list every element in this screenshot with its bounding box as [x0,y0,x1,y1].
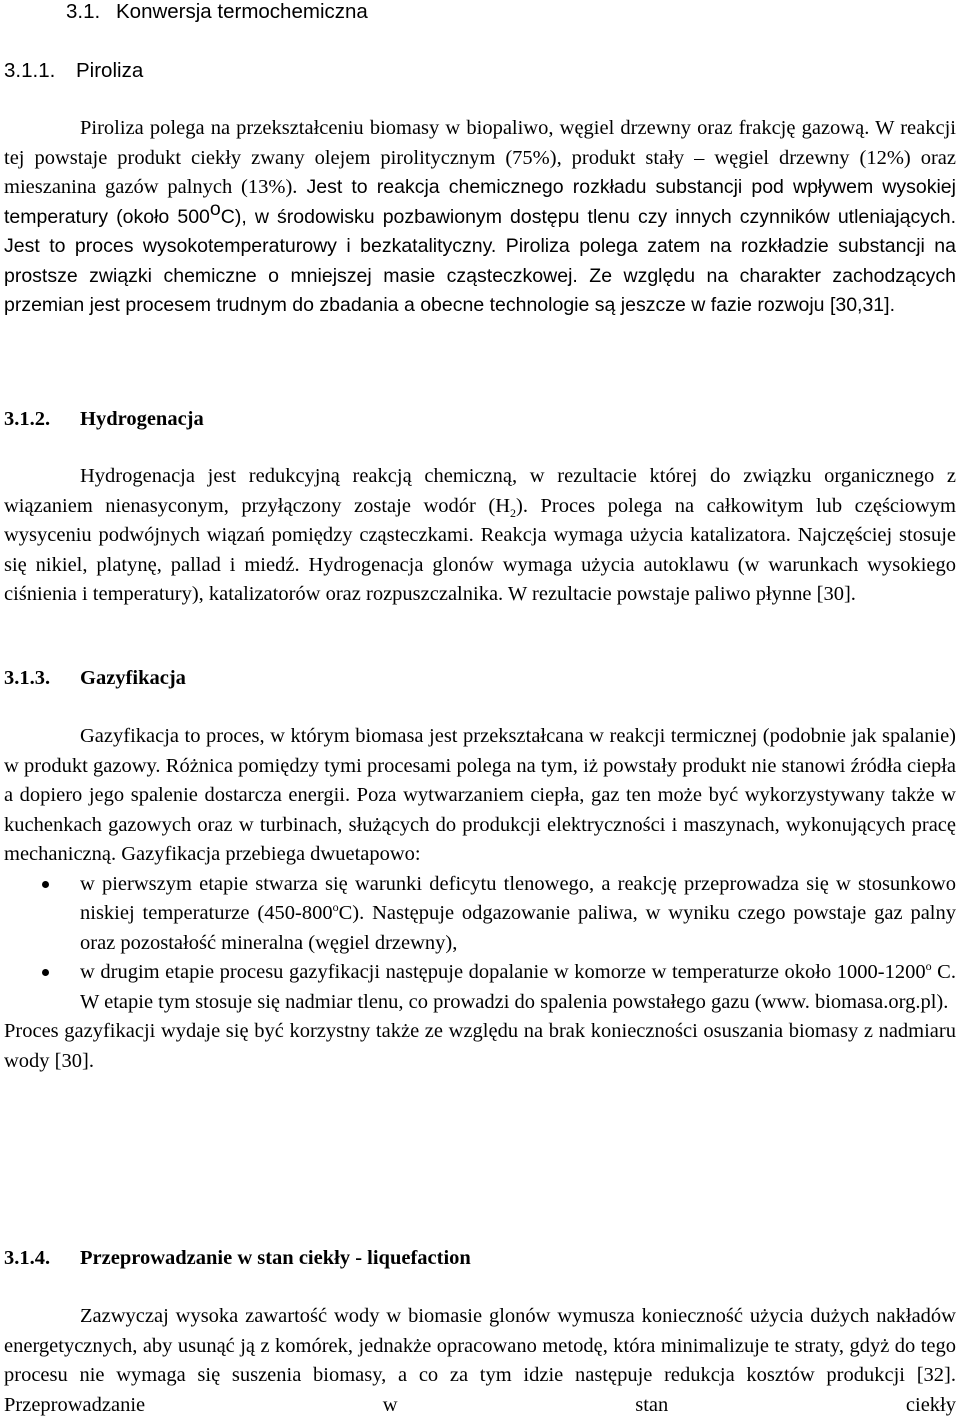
paragraph-text: Gazyfikacja to proces, w którym biomasa jest przekształcana w reakcji termicznej (podobnie jak spalanie) w produkt gazowy. Różnica pomiędzy tymi procesami polega na tym, iż powstały produkt nie stanowi źródła ciepła a dopiero jego spalenie dostarcza energii. Poza wytwarzaniem ciepła, gaz ten może być wykorzystywany także w kuchenkach gazowych oraz w turbinach, służących do produkcji elektryczności i maszynach, wykonujących pracę mechaniczną. Gazyfikacja przebiega dwuetapowo: [4,725,956,865]
paragraph-liquefaction [4,1302,956,1420]
subscript: 2 [510,505,516,520]
list-item-text: C). Następuje odgazowanie paliwa, w wyniku czego powstaje gaz palny oraz pozostałość mineralna (węgiel drzewny), [80,902,956,954]
section-number: 3.1.2. [4,408,51,430]
paragraph-gazyfikacja [4,722,956,1076]
paragraph-piroliza [4,114,956,321]
section-heading-3-1-4 [4,1244,471,1274]
paragraph-text-sans: Jest to reakcja chemicznego rozkładu substancji pod wpływem wysokiej temperatury (około 500 [4,176,956,228]
list-item [4,870,956,959]
section-number: 3.1.3. [4,667,51,689]
paragraph-text-sans: C), w środowisku pozbawionym dostępu tlenu czy innych czynników utleniających. Jest to proces wysokotemperaturowy i bezkatalityczny. Piroliza polega zatem na rozkładzie substancji na prostsze związki chemiczne o mniejszej masie cząsteczkowej. Ze względu na charakter zachodzących przemian jest procesem trudnym do zbadania a obecne technologie są jeszcze w fazie rozwoju [30,31]. [4,205,956,316]
paragraph-text: ). Proces polega na całkowitym lub częściowym wysyceniu podwójnych wiązań pomiędzy cząsteczkami. Reakcja wymaga użycia katalizatora. Najczęściej stosuje się nikiel, platynę, pallad i miedź. Hydrogenacja glonów wymaga użycia autoklawu (w warunkach wysokiego ciśnienia i temperatury), katalizatorów oraz rozpuszczalnika. W rezultacie powstaje paliwo płynne [30]. [4,494,956,605]
section-number: 3.1.4. [4,1247,51,1269]
list-item [4,958,956,1017]
superscript: o [209,197,221,220]
list-item-text: w pierwszym etapie stwarza się warunki deficytu tlenowego, a reakcję przeprowadza się w stosunkowo niskiej temperaturze (450-800 [80,872,956,924]
bullet-list [4,870,956,1018]
section-heading-3-1 [66,0,368,27]
paragraph-text: Hydrogenacja jest redukcyjną reakcją chemiczną, w rezultacie której do związku organicznego z wiązaniem nienasyconym, przyłączony zostaje wodór (H [4,465,956,517]
bullet-icon [42,969,49,976]
section-title: Hydrogenacja [80,408,204,430]
superscript: o [925,959,932,974]
section-heading-3-1-3 [4,664,186,694]
paragraph-text: Piroliza polega na przekształceniu biomasy w biopaliwo, węgiel drzewny oraz frakcję gazową. W reakcji tej powstaje produkt ciekły zwany olejem pirolitycznym (75%), produkt stały – węgiel drzewny (12%) oraz mieszanina gazów palnych (13%). [4,117,956,198]
list-item-text: C. W etapie tym stosuje się nadmiar tlenu, co prowadzi do spalenia powstałego gazu (www. biomasa.org.pl). [80,961,956,1013]
section-number: 3.1. [66,0,101,23]
section-title: Gazyfikacja [80,667,186,689]
superscript: o [332,900,339,915]
section-title: Piroliza [76,59,144,82]
paragraph-text: Zazwyczaj wysoka zawartość wody w biomasie glonów wymusza konieczność użycia dużych nakładów energetycznych, aby usunąć ją z komórek, jednakże opracowano metodę, która minimalizuje te straty, gdyż do tego procesu nie wymaga się suszenia biomasy, a co za tym idzie następuje redukcja kosztów produkcji [32]. Przeprowadzanie w stan ciekły [4,1305,956,1416]
paragraph-hydrogenacja [4,462,956,610]
paragraph-text: Proces gazyfikacji wydaje się być korzystny także ze względu na brak konieczności osuszania biomasy z nadmiaru wody [30]. [4,1020,956,1072]
section-heading-3-1-1 [4,56,143,86]
section-title: Konwersja termochemiczna [116,0,368,23]
list-item-text: w drugim etapie procesu gazyfikacji następuje dopalanie w komorze w temperaturze około 1000-1200 [80,961,926,983]
section-heading-3-1-2 [4,405,204,435]
section-number: 3.1.1. [4,59,56,82]
bullet-icon [42,881,49,888]
section-title: Przeprowadzanie w stan ciekły - liquefaction [80,1247,471,1269]
